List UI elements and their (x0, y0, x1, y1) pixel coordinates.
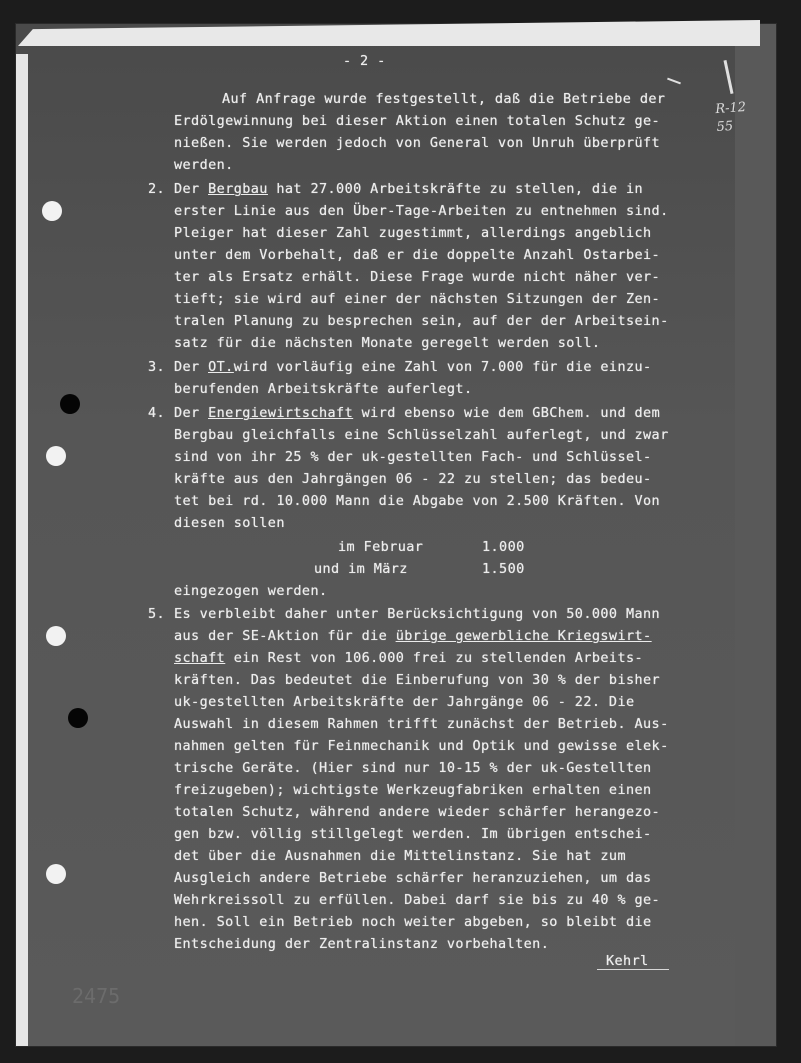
paragraph-line: schaft ein Rest von 106.000 frei zu stellenden Arbeits- (174, 650, 644, 666)
item-number: 4. (148, 405, 166, 421)
underlined-term: schaft (174, 650, 226, 666)
paragraph-line: diesen sollen (174, 515, 285, 531)
paragraph-line: werden. (174, 157, 234, 173)
item-number: 5. (148, 606, 166, 622)
paragraph-line: nahmen gelten für Feinmechanik und Optik und gewisse elek- (174, 738, 669, 754)
schedule-label: im Februar (338, 539, 424, 555)
punch-hole (46, 864, 66, 884)
punch-hole (42, 201, 62, 221)
punch-hole (46, 446, 66, 466)
paragraph-line: kräften. Das bedeutet die Einberufung von 30 % der bisher (174, 672, 661, 688)
paragraph-line: Der Energiewirtschaft wird ebenso wie dem GBChem. und dem (174, 405, 661, 421)
paragraph-line: tralen Planung zu besprechen sein, auf der der Arbeitsein- (174, 313, 669, 329)
paragraph-line: Der OT.wird vorläufig eine Zahl von 7.000 für die einzu- (174, 359, 652, 375)
punch-hole (68, 708, 88, 728)
paragraph-line: det über die Ausnahmen die Mittelinstanz. Sie hat zum (174, 848, 626, 864)
paragraph-line: sind von ihr 25 % der uk-gestellten Fach- und Schlüssel- (174, 449, 652, 465)
paragraph-line: hen. Soll ein Betrieb noch weiter abgeben, so bleibt die (174, 914, 652, 930)
signature-underline (597, 969, 669, 970)
paragraph-line: Bergbau gleichfalls eine Schlüsselzahl auferlegt, und zwar (174, 427, 669, 443)
item-number: 2. (148, 181, 166, 197)
paragraph-line: uk-gestellten Arbeitskräfte der Jahrgänge 06 - 22. Die (174, 694, 635, 710)
item-number: 3. (148, 359, 166, 375)
signature: Kehrl (606, 953, 649, 969)
paragraph-line: Pleiger hat dieser Zahl zugestimmt, allerdings angeblich (174, 225, 652, 241)
schedule-value: 1.500 (482, 561, 525, 577)
paragraph-line: Auswahl in diesem Rahmen trifft zunächst der Betrieb. Aus- (174, 716, 669, 732)
paragraph-line: aus der SE-Aktion für die übrige gewerbliche Kriegswirt- (174, 628, 652, 644)
paragraph-line: trische Geräte. (Hier sind nur 10-15 % der uk-Gestellten (174, 760, 652, 776)
punch-hole (46, 626, 66, 646)
paragraph-line: Erdölgewinnung bei dieser Aktion einen totalen Schutz ge- (174, 113, 661, 129)
underlined-term: Bergbau (208, 181, 268, 197)
page-number: - 2 - (343, 53, 386, 69)
paragraph-line: berufenden Arbeitskräfte auferlegt. (174, 381, 473, 397)
paragraph-line: tet bei rd. 10.000 Mann die Abgabe von 2.500 Kräften. Von (174, 493, 661, 509)
underlined-term: OT. (208, 359, 234, 375)
page-edge (735, 24, 776, 1046)
punch-hole (60, 394, 80, 414)
paragraph-line: ter als Ersatz erhält. Diese Frage wurde nicht näher ver- (174, 269, 661, 285)
paragraph-line: totalen Schutz, während andere wieder schärfer herangezo- (174, 804, 661, 820)
paragraph-line: kräfte aus den Jahrgängen 06 - 22 zu stellen; das bedeu- (174, 471, 652, 487)
schedule-value: 1.000 (482, 539, 525, 555)
paragraph-line: Der Bergbau hat 27.000 Arbeitskräfte zu stellen, die in (174, 181, 644, 197)
underlined-term: Energiewirtschaft (208, 405, 354, 421)
paragraph-line: gen bzw. völlig stillgelegt werden. Im übrigen entschei- (174, 826, 652, 842)
schedule-label: und im März (314, 561, 408, 577)
paragraph-line: erster Linie aus den Über-Tage-Arbeiten zu entnehmen sind. (174, 203, 669, 219)
archive-stamp: 2475 (72, 984, 121, 1008)
handwritten-note: R-12 55 (714, 99, 747, 136)
paragraph-line: Wehrkreissoll zu erfüllen. Dabei darf sie bis zu 40 % ge- (174, 892, 661, 908)
paragraph-line: eingezogen werden. (174, 583, 328, 599)
paragraph-line: tieft; sie wird auf einer der nächsten Sitzungen der Zen- (174, 291, 661, 307)
paragraph-line: Es verbleibt daher unter Berücksichtigung von 50.000 Mann (174, 606, 661, 622)
underlined-term: übrige gewerbliche Kriegswirt- (395, 628, 652, 644)
paragraph-line: Ausgleich andere Betriebe schärfer heranzuziehen, um das (174, 870, 652, 886)
paragraph-line: nießen. Sie werden jedoch von General von Unruh überprüft (174, 135, 661, 151)
paragraph-line: unter dem Vorbehalt, daß er die doppelte Anzahl Ostarbei- (174, 247, 661, 263)
paragraph-line: Entscheidung der Zentralinstanz vorbehalten. (174, 936, 550, 952)
paragraph-line: satz für die nächsten Monate geregelt werden soll. (174, 335, 601, 351)
paper-edge-left (16, 54, 28, 1046)
paragraph-line: freizugeben); wichtigste Werkzeugfabriken erhalten einen (174, 782, 652, 798)
paragraph-line: Auf Anfrage wurde festgestellt, daß die Betriebe der (222, 91, 666, 107)
